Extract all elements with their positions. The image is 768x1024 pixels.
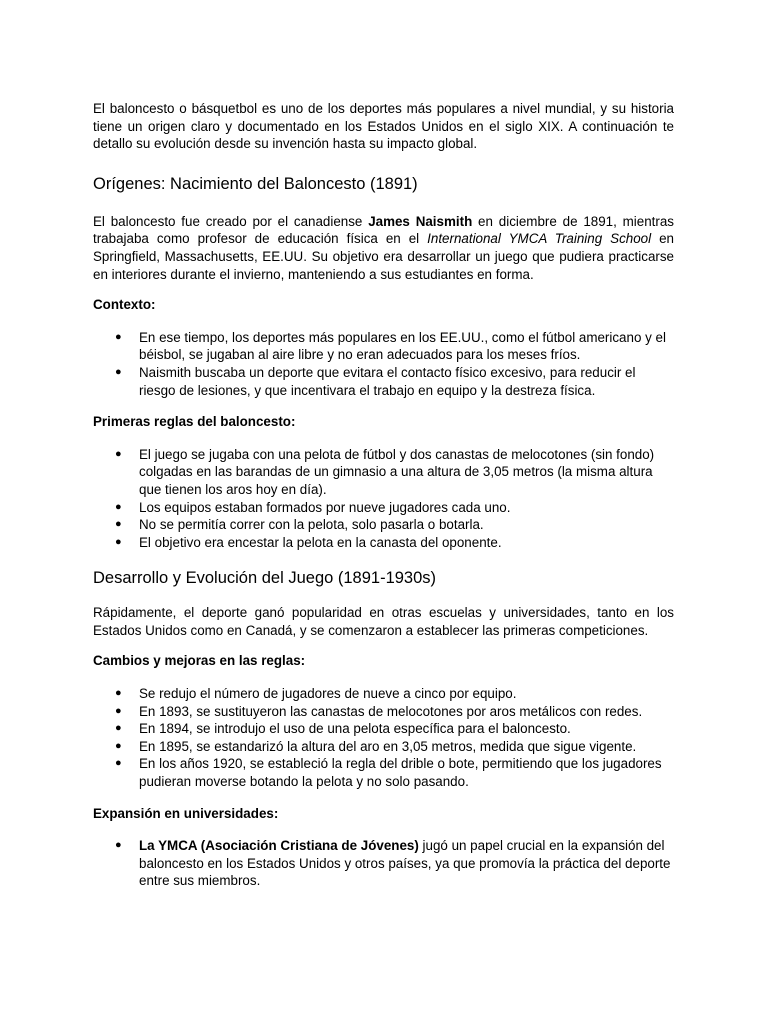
origins-text-start: El baloncesto fue creado por el canadiense [93, 213, 369, 229]
bullet-icon: ● [115, 722, 122, 735]
list-item-text: En ese tiempo, los deportes más populares en los EE.UU., como el fútbol americano y el béisbol, se jugaban al aire libre y no eran adecuados para los meses fríos. [139, 329, 666, 363]
origins-text-middle: en diciembre de 1891, mientras trabajaba como profesor de educación física en el [93, 213, 674, 247]
naismith-name: James Naismith [368, 213, 473, 229]
list-item [93, 516, 674, 534]
list-item-text: En 1893, se sustituyeron las canastas de melocotones por aros metálicos con redes. [139, 703, 643, 719]
rule-changes-list [93, 685, 674, 791]
origins-text-end: en Springfield, Massachusetts, EE.UU. Su objetivo era desarrollar un juego que pudiera practicarse en interiores durante el invierno, manteniendo a sus estudiantes en forma. [93, 231, 674, 282]
list-item [93, 329, 674, 364]
bullet-icon: ● [115, 447, 122, 460]
list-item-text: Se redujo el número de jugadores de nueve a cinco por equipo. [139, 686, 517, 702]
intro-paragraph: El baloncesto o básquetbol es uno de los deportes más populares a nivel mundial, y su historia tiene un origen claro y documentado en los Estados Unidos en el siglo XIX. A continuación te detallo su evolución desde su invención hasta su impacto global. [93, 101, 674, 152]
bullet-icon: ● [115, 330, 122, 343]
list-item [93, 703, 674, 721]
section-heading-origins: Orígenes: Nacimiento del Baloncesto (1891) [93, 174, 418, 193]
list-item [93, 364, 674, 399]
bullet-icon: ● [115, 500, 122, 513]
bullet-icon: ● [115, 365, 122, 378]
bullet-icon: ● [115, 535, 122, 548]
origins-paragraph [93, 213, 674, 283]
list-item-text: Naismith buscaba un deporte que evitara el contacto físico excesivo, para reducir el riesgo de lesiones, y que incentivara el trabajo en equipo y la destreza física. [139, 364, 636, 398]
list-item-text: El objetivo era encestar la pelota en la canasta del oponente. [139, 534, 502, 550]
list-item-text: Los equipos estaban formados por nueve jugadores cada uno. [139, 499, 511, 515]
list-item-text: En 1895, se estandarizó la altura del aro en 3,05 metros, medida que sigue vigente. [139, 738, 637, 754]
subheading-university-expansion: Expansión en universidades: [93, 805, 279, 821]
subheading-rule-changes: Cambios y mejoras en las reglas: [93, 653, 306, 669]
list-item [93, 685, 674, 703]
list-item [93, 720, 674, 738]
list-item [93, 446, 674, 499]
expansion-list [93, 837, 674, 890]
development-paragraph: Rápidamente, el deporte ganó popularidad en otras escuelas y universidades, tanto en los Estados Unidos como en Canadá, y se comenzaron a establecer las primeras competiciones. [93, 605, 674, 638]
list-item [93, 499, 674, 517]
subheading-first-rules: Primeras reglas del baloncesto: [93, 414, 296, 430]
list-item [93, 755, 674, 790]
bullet-icon: ● [115, 518, 122, 531]
bullet-icon: ● [115, 704, 122, 717]
context-list [93, 329, 674, 399]
list-item-text: En los años 1920, se estableció la regla del drible o bote, permitiendo que los jugadores pudieran moverse botando la pelota y no solo pasando. [139, 756, 662, 790]
first-rules-list [93, 446, 674, 552]
bullet-icon: ● [115, 839, 122, 852]
list-item [93, 738, 674, 756]
section-heading-development: Desarrollo y Evolución del Juego (1891-1930s) [93, 569, 437, 588]
list-item-text: No se permitía correr con la pelota, solo pasarla o botarla. [139, 517, 484, 533]
list-item [93, 534, 674, 552]
bullet-icon: ● [115, 687, 122, 700]
list-item-text: jugó un papel crucial en la expansión del baloncesto en los Estados Unidos y otros países, ya que promovía la práctica del deporte entre sus miembros. [139, 838, 671, 889]
list-item [93, 837, 674, 890]
school-name: International YMCA Training School [427, 231, 652, 247]
list-item-text: En 1894, se introdujo el uso de una pelota específica para el baloncesto. [139, 721, 571, 737]
ymca-name: La YMCA (Asociación Cristiana de Jóvenes) [139, 838, 419, 854]
bullet-icon: ● [115, 739, 122, 752]
bullet-icon: ● [115, 757, 122, 770]
document-page [93, 100, 674, 890]
list-item-text: El juego se jugaba con una pelota de fútbol y dos canastas de melocotones (sin fondo) colgadas en las barandas de un gimnasio a una altura de 3,05 metros (la misma altura que tienen los aros hoy en día). [139, 446, 655, 497]
subheading-context: Contexto: [93, 297, 156, 313]
